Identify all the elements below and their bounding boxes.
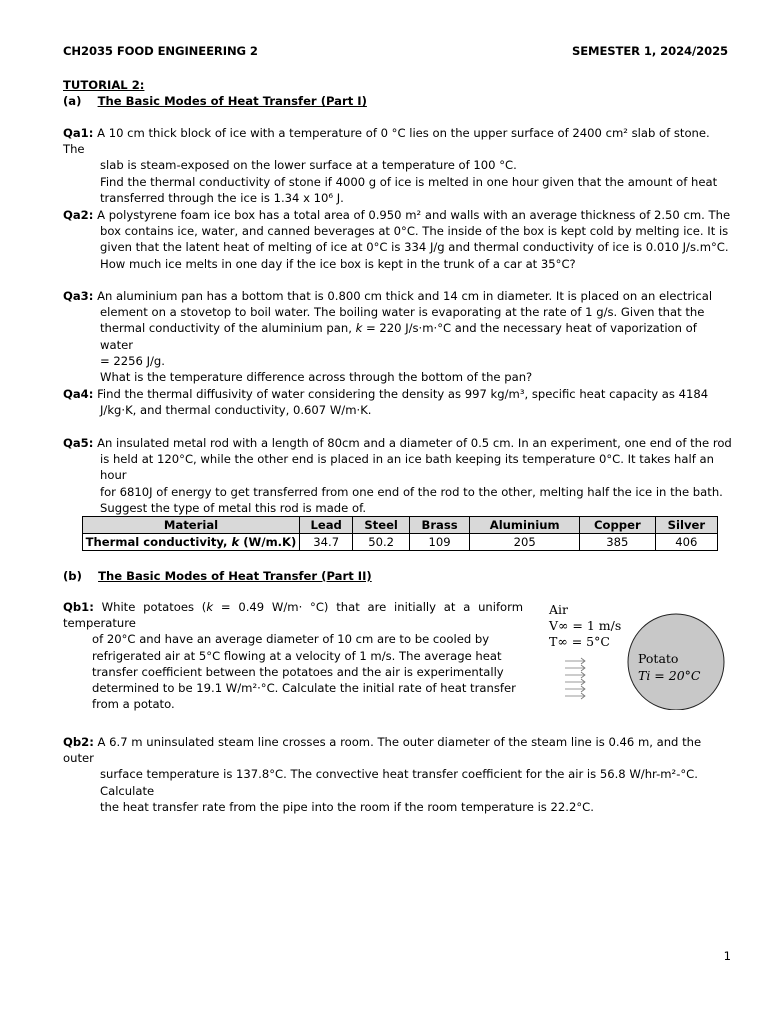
question-text: = 2256 J/g. [100,353,165,368]
question-label: Qa4: [63,387,94,401]
question-text: A polystyrene foam ice box has a total area of 0.950 m² and walls with an average thickness of 2.50 cm. The [97,208,731,222]
question-text: A 6.7 m uninsulated steam line crosses a room. The outer diameter of the steam line is 0.46 m, and the outer [63,735,702,766]
section-b-prefix: (b) [63,569,82,583]
table-cell: 205 [470,534,580,551]
question-text: Find the thermal conductivity of stone if 4000 g of ice is melted in one hour given that the amount of heat [100,174,718,189]
text-run: = 220 J/s·m·°C and the necessary heat of vaporization of water [100,321,697,352]
table-header-row [83,517,718,534]
question-text: How much ice melts in one day if the ice box is kept in the trunk of a car at 35°C? [100,256,576,271]
text-run: thermal conductivity of the aluminium pan, [100,321,356,336]
question-text: refrigerated air at 5°C flowing at a velocity of 1 m/s. The average heat [92,648,502,663]
tutorial-heading [63,77,367,109]
section-a-prefix: (a) [63,94,82,109]
question-text: White potatoes ( [101,600,207,614]
question-qa1 [63,125,733,206]
question-label: Qa2: [63,208,94,222]
section-a-title: The Basic Modes of Heat Transfer (Part I) [97,94,367,109]
table-cell: 385 [580,534,656,551]
question-text: An insulated metal rod with a length of 80cm and a diameter of 0.5 cm. In an experiment, one end of the rod [97,436,732,450]
potato-label: Potato [638,651,679,666]
air-temperature-label: T∞ = 5°C [549,634,610,649]
table-header-cell: Material [83,517,300,534]
table-header-cell: Aluminium [470,517,580,534]
potato-cooling-figure [545,600,735,710]
symbol-k: k [231,534,240,549]
table-header-cell: Silver [655,517,717,534]
question-text [63,320,733,352]
velocity-label: V∞ = 1 m/s [549,618,622,633]
question-text: transferred through the ice is 1.34 x 10⁶ J. [100,190,344,205]
question-text: given that the latent heat of melting of ice at 0°C is 334 J/g and thermal conductivity of ice is 0.010 J/s.m°C. [100,240,729,255]
table-row [83,534,718,551]
question-qb1 [63,599,523,712]
question-text: A 10 cm thick block of ice with a temperature of 0 °C lies on the upper surface of 2400 cm² slab of stone. The [63,126,710,157]
conductivity-table [82,516,718,551]
course-title: CH2035 FOOD ENGINEERING 2 [63,44,258,58]
question-text: surface temperature is 137.8°C. The convective heat transfer coefficient for the air is 56.8 W/hr-m²-°C. Calculate [100,767,698,798]
text-run: Thermal conductivity, [85,534,232,549]
question-qa4 [63,386,733,418]
question-label: Qb2: [63,735,94,749]
question-text: What is the temperature difference across through the bottom of the pan? [100,370,533,385]
question-qa3 [63,288,733,385]
page-number: 1 [723,949,731,963]
potato-temperature-label: Ti = 20°C [638,668,701,683]
table-cell: 50.2 [353,534,410,551]
air-label: Air [549,602,569,617]
section-a-heading [63,93,367,109]
question-text: J/kg·K, and thermal conductivity, 0.607 W/m·K. [100,403,372,418]
question-qb2 [63,734,733,815]
question-qa2 [63,207,733,272]
table-cell: 109 [409,534,469,551]
airflow-arrows-icon [565,658,585,699]
tutorial-title: TUTORIAL 2: [63,78,145,92]
question-text: Find the thermal diffusivity of water considering the density as 997 kg/m³, specific heat capacity as 4184 [97,387,709,401]
table-header-cell: Lead [300,517,353,534]
question-text: is held at 120°C, while the other end is placed in an ice bath keeping its temperature 0°C. It takes half an hour [100,452,714,483]
question-text: from a potato. [92,697,175,712]
question-label: Qa1: [63,126,94,140]
question-text: transfer coefficient between the potatoes and the air is experimentally [92,664,504,679]
table-cell: 406 [655,534,717,551]
question-text: for 6810J of energy to get transferred from one end of the rod to the other, melting half the ice in the bath. [100,484,723,499]
text-run: (W/m.K) [239,534,297,549]
question-text: element on a stovetop to boil water. The boiling water is evaporating at the rate of 1 g/s. Given that the [100,305,705,320]
question-text: An aluminium pan has a bottom that is 0.800 cm thick and 14 cm in diameter. It is placed on an electrical [97,289,713,303]
question-text: = 0.49 W/m· °C) that are initially at a uniform temperature [63,600,524,631]
question-text: of 20°C and have an average diameter of 10 cm are to be cooled by [92,632,490,647]
section-b-heading [63,568,372,584]
question-text: determined to be 19.1 W/m²·°C. Calculate the initial rate of heat transfer [92,681,516,696]
question-text: Suggest the type of metal this rod is made of. [100,500,366,515]
question-label: Qb1: [63,600,94,614]
question-text: box contains ice, water, and canned beverages at 0°C. The inside of the box is kept cold by melting ice. It is [100,224,729,239]
table-header-cell: Copper [580,517,656,534]
table-row-label [83,534,300,551]
table-header-cell: Brass [409,517,469,534]
symbol-k: k [355,321,363,336]
symbol-k: k [206,600,214,614]
semester-label: SEMESTER 1, 2024/2025 [571,44,728,58]
question-text: slab is steam-exposed on the lower surface at a temperature of 100 °C. [100,158,517,173]
question-label: Qa5: [63,436,94,450]
question-text: the heat transfer rate from the pipe into the room if the room temperature is 22.2°C. [100,799,594,814]
table-header-cell: Steel [353,517,410,534]
table-cell: 34.7 [300,534,353,551]
section-b-title: The Basic Modes of Heat Transfer (Part II) [98,569,372,583]
question-label: Qa3: [63,289,94,303]
